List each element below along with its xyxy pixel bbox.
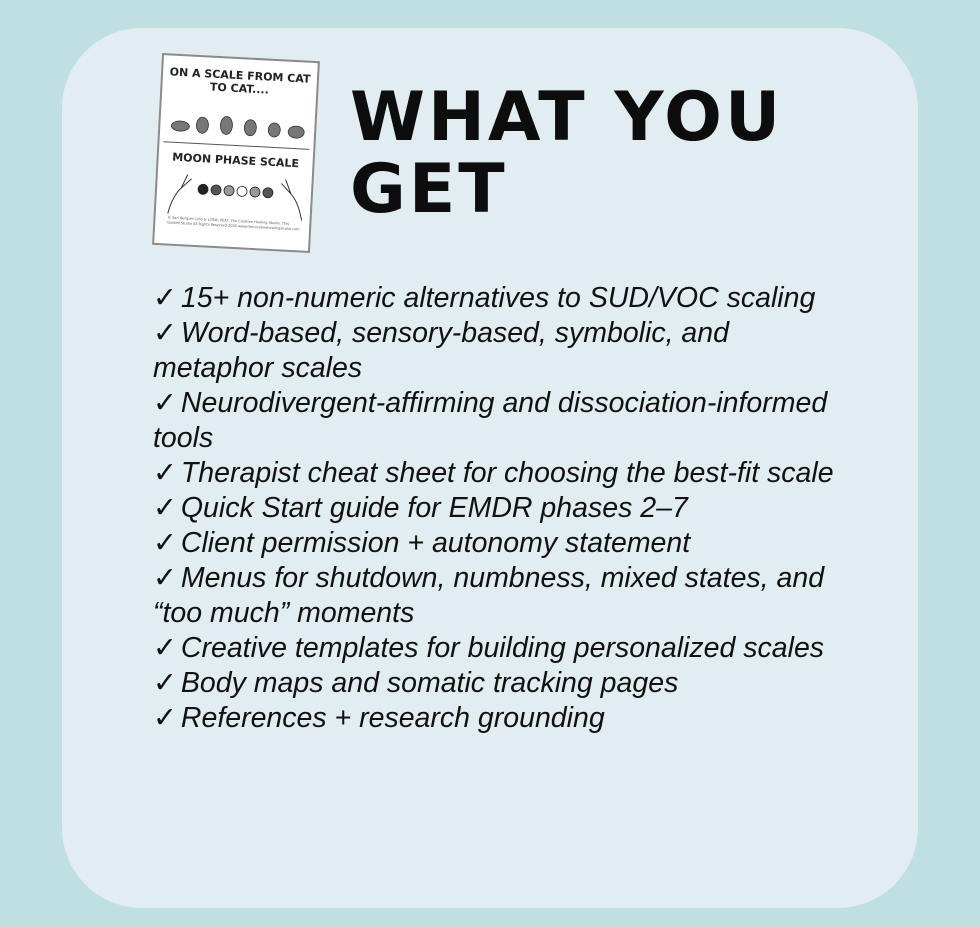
check-icon: ✓ (153, 562, 177, 594)
list-item (153, 701, 843, 736)
list-item (153, 316, 843, 386)
list-item-text: Menus for shutdown, numbness, mixed states, and “too much” moments (153, 562, 825, 629)
preview-subtitle: MOON PHASE SCALE (171, 150, 300, 171)
list-item-text: Therapist cheat sheet for choosing the best-fit scale (180, 457, 834, 489)
preview-title: ON A SCALE FROM CAT TO CAT.... (169, 65, 311, 97)
list-item (153, 631, 843, 666)
list-item-text: Word-based, sensory-based, symbolic, and metaphor scales (153, 317, 729, 384)
list-item-text: Body maps and somatic tracking pages (180, 667, 679, 699)
preview-fine-print: © Sari Bergsen Libo & LCSW, PEAT, The Creative Healing Studio. This Guided Studio All Rights Reserved 2025 www.thecreativehealingstudio.com (167, 215, 300, 232)
product-preview-image (152, 53, 320, 253)
list-item-text: Client permission + autonomy statement (180, 527, 691, 559)
check-icon: ✓ (153, 317, 177, 349)
check-icon: ✓ (153, 702, 177, 734)
check-icon: ✓ (153, 457, 177, 489)
check-icon: ✓ (153, 282, 177, 314)
check-icon: ✓ (153, 667, 177, 699)
title-line-1: WHAT YOU (350, 78, 784, 157)
list-item (153, 386, 843, 456)
list-item-text: Quick Start guide for EMDR phases 2–7 (180, 492, 688, 524)
list-item (153, 561, 843, 631)
check-icon: ✓ (153, 527, 177, 559)
list-item (153, 491, 843, 526)
cat-row-illustration (168, 107, 309, 140)
list-item (153, 526, 843, 561)
list-item-text: 15+ non-numeric alternatives to SUD/VOC scaling (180, 282, 816, 314)
list-item-text: Creative templates for building personalized scales (180, 632, 825, 664)
list-item-text: Neurodivergent-affirming and dissociation-informed tools (153, 387, 828, 454)
moon-phase-illustration (162, 165, 310, 223)
check-icon: ✓ (153, 492, 177, 524)
title-line-2: GET (350, 150, 508, 229)
check-icon: ✓ (153, 387, 177, 419)
list-item (153, 456, 843, 491)
list-item-text: References + research grounding (180, 702, 605, 734)
preview-divider (163, 141, 309, 150)
page-title (350, 78, 784, 229)
check-icon: ✓ (153, 632, 177, 664)
feature-list (153, 281, 843, 736)
list-item (153, 281, 843, 316)
list-item (153, 666, 843, 701)
